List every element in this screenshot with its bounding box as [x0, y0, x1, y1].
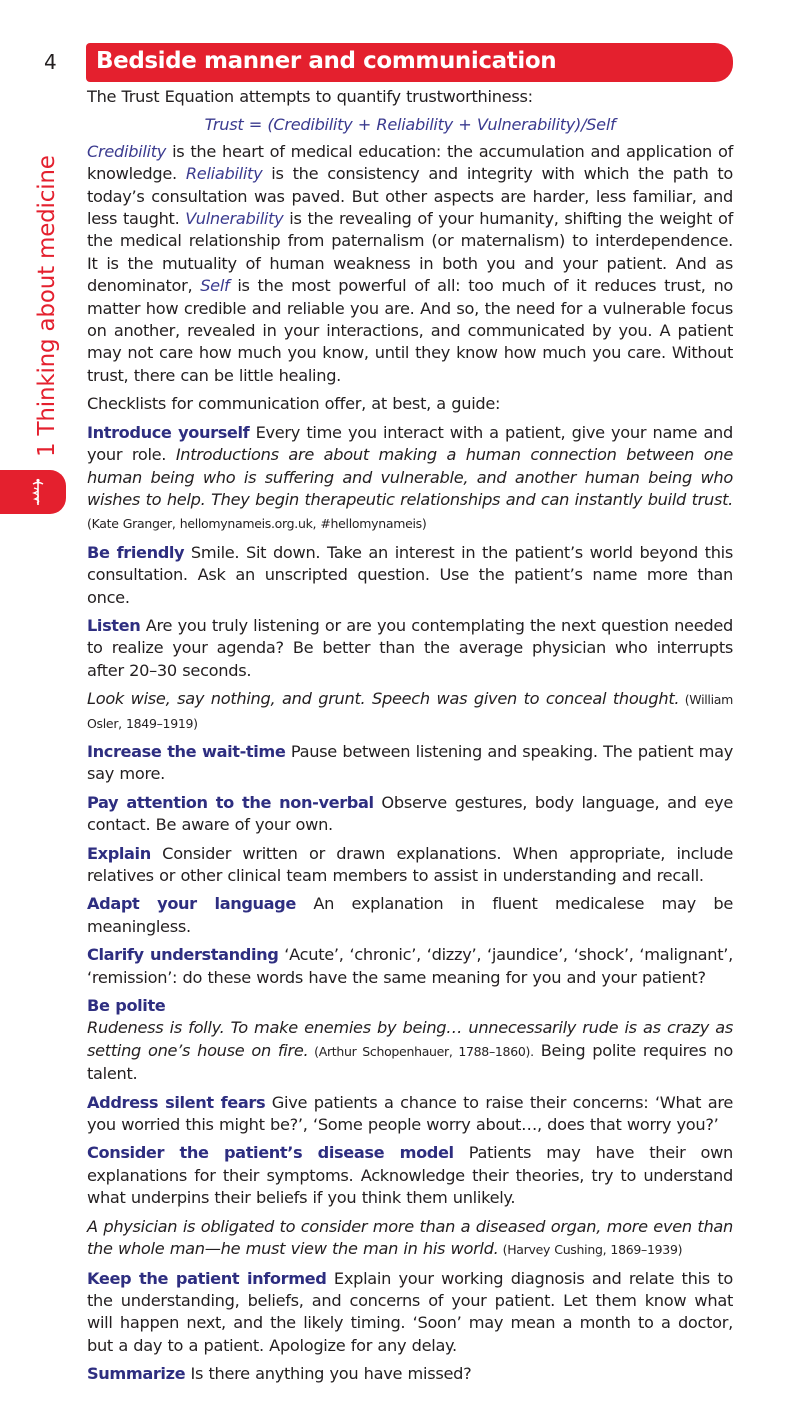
item-clarify-understanding [87, 944, 733, 989]
trust-paragraph [87, 141, 733, 387]
term-credibility: Credibility [87, 141, 167, 161]
page-body [87, 86, 733, 1392]
quote-text: A physician is obligated to consider more than a diseased organ, more even than the whole man—he must view the man in his world. [87, 1216, 733, 1259]
item-heading: Introduce yourself [87, 422, 250, 442]
page-number: 4 [44, 50, 57, 74]
quote-osler [87, 688, 733, 735]
item-text: Pause between listening and speaking. The patient may say more. [87, 741, 733, 784]
item-text: Give patients a chance to raise their concerns: ‘What are you worried this might be?’, ‘Some people worry about…, does that worry you?’ [87, 1092, 733, 1135]
item-heading: Adapt your language [87, 894, 296, 914]
paragraph-text: is the most powerful of all: too much of it reduces trust, no matter how credible and reliable you are. And so, the need for a vulnerable focus on another, revealed in your interactions, and communicated by you. A patient may not care how much you know, until they know how much you care. Without trust, there can be little healing. [87, 276, 734, 385]
item-text: Patients may have their own explanations for their symptoms. Acknowledge their theories, try to understand what underpins their beliefs if you think them unlikely. [87, 1143, 733, 1208]
term-reliability: Reliability [185, 164, 263, 184]
item-listen [87, 615, 733, 682]
chapter-thumb-tab [0, 470, 66, 514]
item-be-friendly [87, 542, 733, 609]
item-heading: Be polite [87, 996, 166, 1016]
item-non-verbal [87, 792, 733, 837]
quote-citation: (Arthur Schopenhauer, 1788–1860). [308, 1043, 534, 1059]
item-explain [87, 843, 733, 888]
item-text: Smile. Sit down. Take an interest in the patient’s world beyond this consultation. Ask an unscripted question. Use the patient’s name more than once. [87, 542, 733, 607]
item-heading: Address silent fears [87, 1092, 266, 1112]
item-text: Consider written or drawn explanations. When appropriate, include relatives or other clinical team members to assist in understanding and recall. [87, 843, 733, 885]
item-heading: Keep the patient informed [87, 1268, 327, 1288]
intro-lead: The Trust Equation attempts to quantify trustworthiness: [87, 87, 533, 106]
item-heading: Summarize [87, 1364, 186, 1384]
quote-text: Introductions are about making a human connection between one human being who is suffering and vulnerable, and another human being who wishes to help. They begin therapeutic relationships and can instantly build trust. [87, 445, 733, 509]
item-text: Observe gestures, body language, and eye contact. Be aware of your own. [87, 792, 733, 835]
item-text: ‘Acute’, ‘chronic’, ‘dizzy’, ‘jaundice’, ‘shock’, ‘malignant’, ‘remission’: do these words have the same meaning for you and your patient? [87, 945, 733, 987]
section-header-bar [86, 43, 733, 82]
item-address-silent-fears [87, 1092, 733, 1137]
item-heading: Increase the wait-time [87, 741, 286, 761]
item-heading: Consider the patient’s disease model [87, 1143, 454, 1163]
quote-citation: (Harvey Cushing, 1869–1939) [498, 1242, 683, 1258]
item-text: Is there anything you have missed? [185, 1364, 472, 1384]
item-adapt-language [87, 893, 733, 938]
quote-cushing [87, 1216, 733, 1262]
item-increase-wait-time [87, 741, 733, 786]
chapter-side-title: 1 Thinking about medicine [34, 155, 60, 457]
item-summarize [87, 1363, 733, 1385]
paragraph-text: is the consistency and integrity with which the path to today’s consultation was paved. But other aspects are harder, less familiar, and less taught. [87, 164, 733, 229]
term-self: Self [200, 276, 230, 296]
item-heading: Be friendly [87, 542, 185, 562]
item-be-polite [87, 995, 733, 1086]
term-vulnerability: Vulnerability [185, 209, 284, 229]
item-heading: Pay attention to the non-verbal [87, 792, 374, 812]
item-text: Are you truly listening or are you contemplating the next question needed to realize your agenda? Be better than the average physician who interrupts after 20–30 seconds. [87, 615, 733, 680]
quote-text: Look wise, say nothing, and grunt. Speech was given to conceal thought. [87, 689, 680, 709]
quote-citation: (Kate Granger, hellomynameis.org.uk, #hellomynameis) [87, 516, 427, 532]
item-heading: Listen [87, 615, 141, 635]
item-text: An explanation in fluent medicalese may be meaningless. [87, 894, 733, 936]
paragraph-text: is the heart of medical education: the accumulation and application of knowledge. [87, 141, 733, 184]
paragraph-text: is the revealing of your humanity, shifting the weight of the medical relationship from paternalism (or maternalism) to interdependence. It is the mutuality of human weakness in both you and your patient. And as denominator, [87, 209, 733, 296]
page-title: Bedside manner and communication [96, 48, 557, 74]
item-text: Every time you interact with a patient, give your name and your role. [87, 422, 733, 465]
caduceus-icon [30, 478, 46, 506]
quote-citation: (William Osler, 1849–1919) [87, 692, 733, 731]
item-text: Being polite requires no talent. [87, 1040, 733, 1084]
item-disease-model [87, 1142, 733, 1209]
item-text: Explain your working diagnosis and relate this to the understanding, beliefs, and concerns of your patient. Let them know what will happen next, and the likely timing. ‘Soon’ may mean a month to a doctor, but a day to a patient. Apologize for any delay. [87, 1268, 733, 1355]
item-heading: Clarify understanding [87, 945, 279, 965]
trust-equation: Trust = (Credibility + Reliability + Vulnerability)/Self [204, 115, 616, 135]
quote-text: Rudeness is folly. To make enemies by being… unnecessarily rude is as crazy as setting one’s house on fire. [87, 1018, 733, 1060]
item-keep-informed [87, 1268, 733, 1358]
item-heading: Explain [87, 843, 151, 863]
item-introduce-yourself [87, 422, 733, 536]
checklist-lead: Checklists for communication offer, at best, a guide: [87, 394, 501, 414]
